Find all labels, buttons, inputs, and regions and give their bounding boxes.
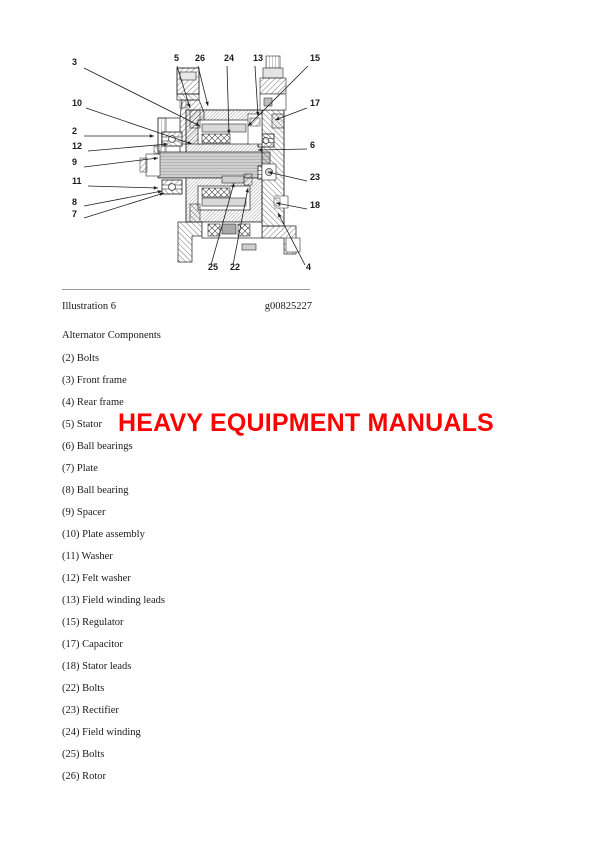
callout-number: 9 [72,157,78,167]
callout-2 [72,126,154,138]
component-list-item: (5) Stator [62,419,102,430]
component-list-item: (6) Ball bearings [62,441,133,452]
component-list-item: (3) Front frame [62,375,127,386]
figure-subtitle: Alternator Components [62,330,161,341]
component-list-item: (7) Plate [62,463,98,474]
figure-body [140,56,300,262]
callout-number: 6 [310,140,316,150]
illustration-label: Illustration 6 [62,301,116,312]
figure-divider [62,289,310,290]
callout-leader-line [84,191,162,206]
callout-number: 22 [230,262,241,272]
callout-arrowhead [154,186,158,189]
callout-number: 24 [224,53,235,63]
component-list-item: (12) Felt washer [62,573,131,584]
callout-leader-line [88,186,158,188]
component-list-item: (23) Rectifier [62,705,119,716]
component-list-item: (4) Rear frame [62,397,124,408]
callout-leader-line [255,66,258,116]
component-list-item: (10) Plate assembly [62,529,145,540]
callout-number: 25 [208,262,219,272]
callout-number: 7 [72,209,78,219]
graphic-number: g00825227 [264,301,312,312]
component-list-item: (17) Capacitor [62,639,123,650]
component-list-item: (9) Spacer [62,507,106,518]
callout-8 [72,190,162,207]
callout-number: 23 [310,172,321,182]
callout-number: 5 [174,53,180,63]
callout-number: 10 [72,98,83,108]
left-hardware-group [140,146,160,176]
callout-leader-line [84,193,164,218]
component-list-item: (15) Regulator [62,617,124,628]
callout-number: 11 [72,176,82,186]
callout-number: 13 [253,53,264,63]
component-list-item: (22) Bolts [62,683,105,694]
callout-number: 26 [195,53,206,63]
watermark-text: HEAVY EQUIPMENT MANUALS [118,409,494,437]
component-list-item: (26) Rotor [62,771,107,782]
callout-number: 12 [72,141,83,151]
component-list-item: (8) Ball bearing [62,485,129,496]
mounting-foot-group [178,222,262,262]
callout-leader-line [198,66,208,106]
callout-number: 18 [310,200,321,210]
callout-number: 4 [306,262,312,272]
callout-number: 8 [72,197,78,207]
component-list-item: (11) Washer [62,551,113,562]
callout-number: 2 [72,126,78,136]
callout-number: 17 [310,98,321,108]
component-list-item: (24) Field winding [62,727,141,738]
alternator-cutaway-illustration [62,48,334,283]
figure-caption-row [62,300,312,313]
callout-arrowhead [150,134,154,137]
callout-number: 3 [72,57,78,67]
component-list-item: (13) Field winding leads [62,595,165,606]
component-list-item: (18) Stator leads [62,661,132,672]
component-list-item: (2) Bolts [62,353,100,364]
component-list [62,352,362,792]
callout-12 [72,141,168,151]
callout-leader-line [278,213,305,265]
callout-11 [72,176,158,190]
callout-number: 15 [310,53,321,63]
component-list-item: (25) Bolts [62,749,105,760]
